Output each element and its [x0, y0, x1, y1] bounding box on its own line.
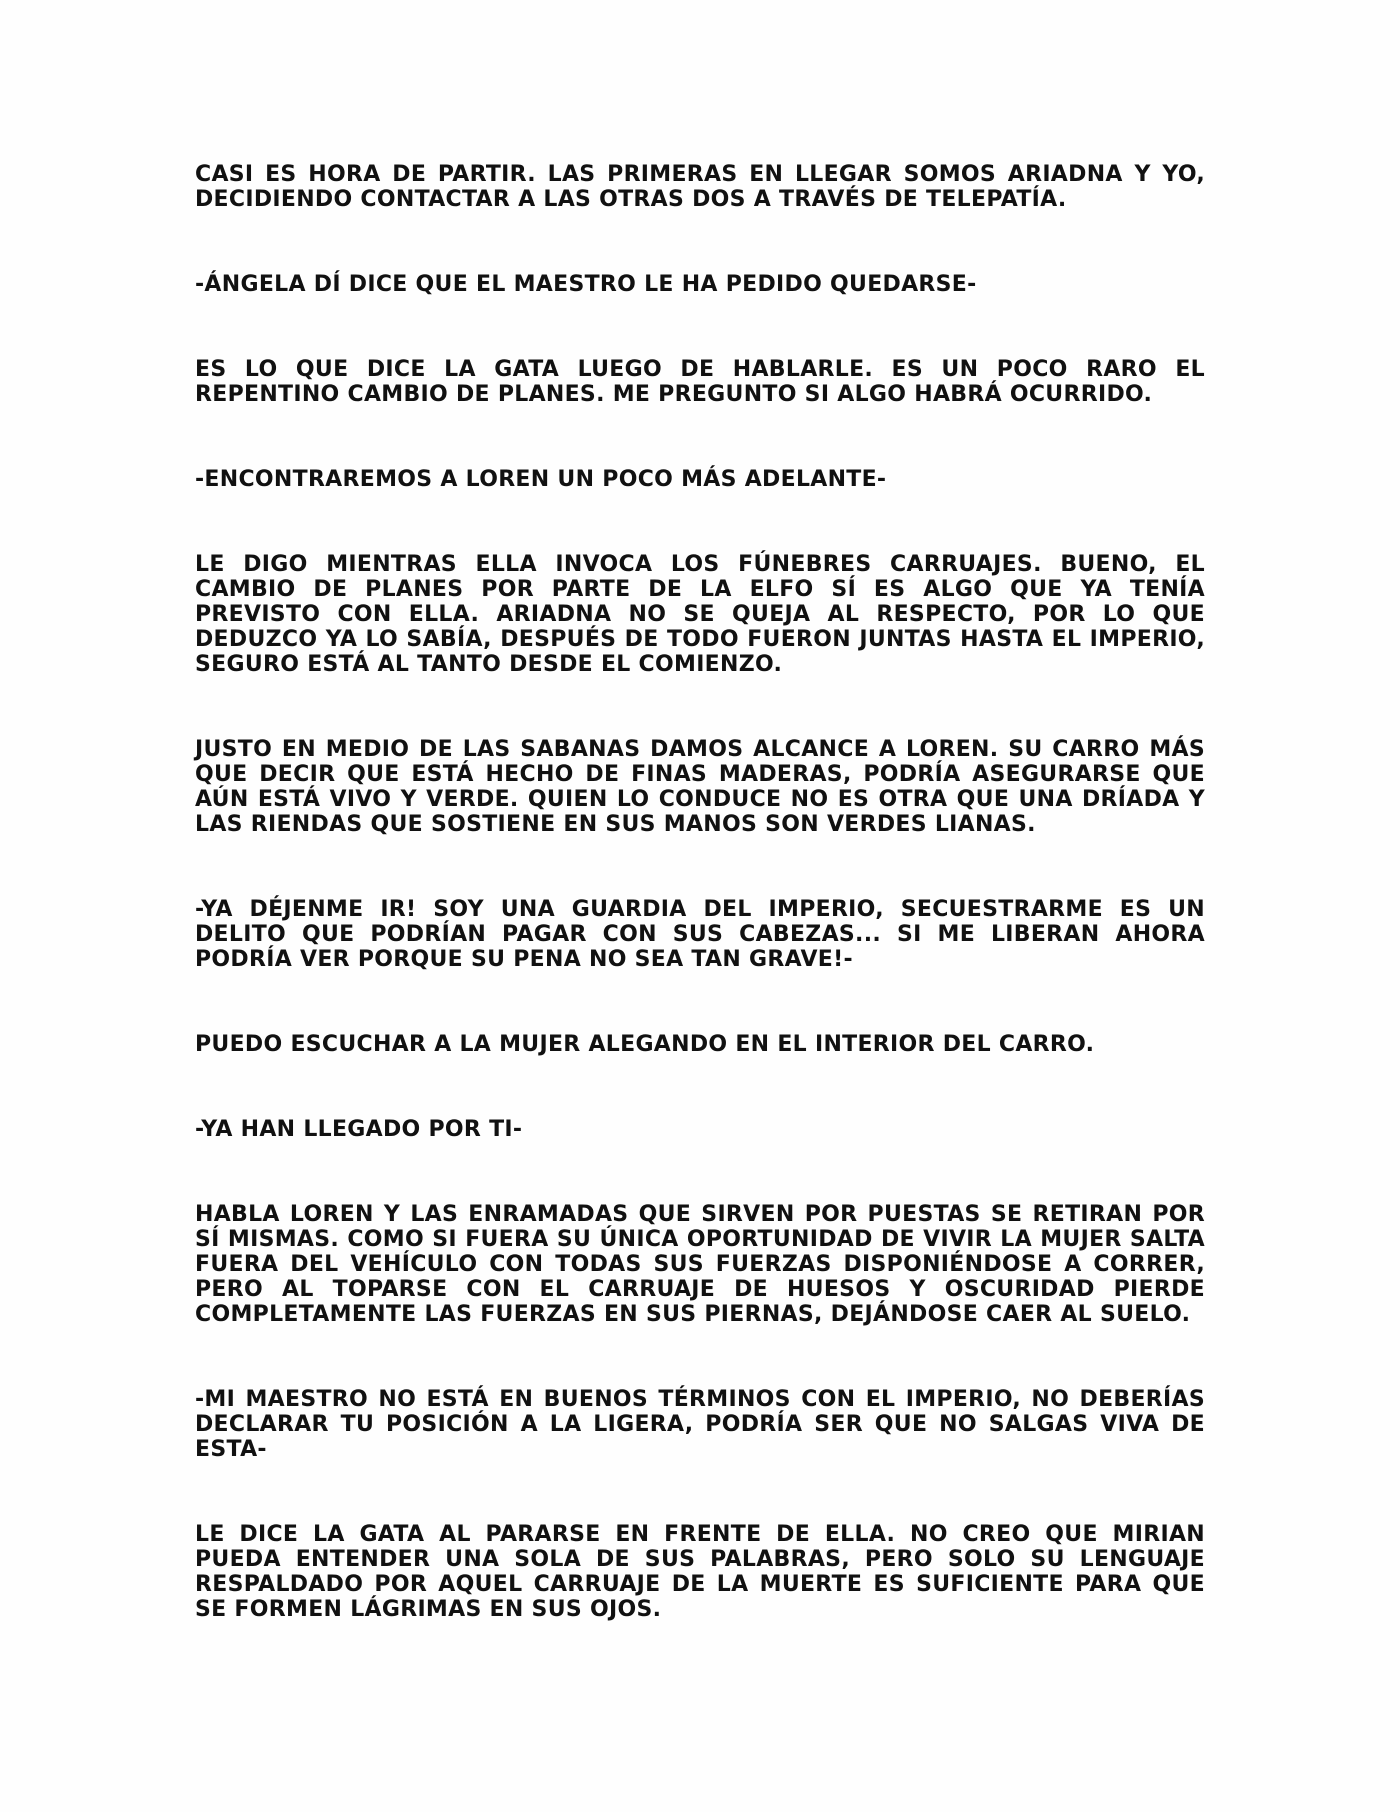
paragraph-dialogue: -ÁNGELA DÍ DICE QUE EL MAESTRO LE HA PEDIDO QUEDARSE- — [195, 272, 977, 297]
paragraph-dialogue: -ENCONTRAREMOS A LOREN UN POCO MÁS ADELANTE- — [195, 467, 887, 492]
paragraph-narration: JUSTO EN MEDIO DE LAS SABANAS DAMOS ALCANCE A LOREN. SU CARRO MÁS QUE DECIR QUE ESTÁ HECHO DE FINAS MADERAS, PODRÍA ASEGURARSE QUE AÚN ESTÁ VIVO Y VERDE. QUIEN LO CONDUCE NO ES OTRA QUE UNA DRÍADA Y LAS RIENDAS QUE SOSTIENE EN SUS MANOS SON VERDES LIANAS. — [195, 737, 1205, 837]
paragraph-narration: PUEDO ESCUCHAR A LA MUJER ALEGANDO EN EL INTERIOR DEL CARRO. — [195, 1032, 1095, 1057]
paragraph-narration: ES LO QUE DICE LA GATA LUEGO DE HABLARLE. ES UN POCO RARO EL REPENTINO CAMBIO DE PLANES. ME PREGUNTO SI ALGO HABRÁ OCURRIDO. — [195, 357, 1205, 407]
paragraph-dialogue: -YA DÉJENME IR! SOY UNA GUARDIA DEL IMPERIO, SECUESTRARME ES UN DELITO QUE PODRÍAN PAGAR CON SUS CABEZAS... SI ME LIBERAN AHORA PODRÍA VER PORQUE SU PENA NO SEA TAN GRAVE!- — [195, 897, 1205, 972]
text-column — [195, 162, 1205, 1622]
paragraph-narration: LE DICE LA GATA AL PARARSE EN FRENTE DE ELLA. NO CREO QUE MIRIAN PUEDA ENTENDER UNA SOLA DE SUS PALABRAS, PERO SOLO SU LENGUAJE RESPALDADO POR AQUEL CARRUAJE DE LA MUERTE ES SUFICIENTE PARA QUE SE FORMEN LÁGRIMAS EN SUS OJOS. — [195, 1522, 1205, 1622]
paragraph-narration: LE DIGO MIENTRAS ELLA INVOCA LOS FÚNEBRES CARRUAJES. BUENO, EL CAMBIO DE PLANES POR PARTE DE LA ELFO SÍ ES ALGO QUE YA TENÍA PREVISTO CON ELLA. ARIADNA NO SE QUEJA AL RESPECTO, POR LO QUE DEDUZCO YA LO SABÍA, DESPUÉS DE TODO FUERON JUNTAS HASTA EL IMPERIO, SEGURO ESTÁ AL TANTO DESDE EL COMIENZO. — [195, 552, 1205, 677]
paragraph-narration: CASI ES HORA DE PARTIR. LAS PRIMERAS EN LLEGAR SOMOS ARIADNA Y YO, DECIDIENDO CONTACTAR A LAS OTRAS DOS A TRAVÉS DE TELEPATÍA. — [195, 162, 1205, 212]
paragraph-dialogue: -YA HAN LLEGADO POR TI- — [195, 1117, 523, 1142]
paragraph-narration: HABLA LOREN Y LAS ENRAMADAS QUE SIRVEN POR PUESTAS SE RETIRAN POR SÍ MISMAS. COMO SI FUERA SU ÚNICA OPORTUNIDAD DE VIVIR LA MUJER SALTA FUERA DEL VEHÍCULO CON TODAS SUS FUERZAS DISPONIÉNDOSE A CORRER, PERO AL TOPARSE CON EL CARRUAJE DE HUESOS Y OSCURIDAD PIERDE COMPLETAMENTE LAS FUERZAS EN SUS PIERNAS, DEJÁNDOSE CAER AL SUELO. — [195, 1202, 1205, 1327]
paragraph-dialogue: -MI MAESTRO NO ESTÁ EN BUENOS TÉRMINOS CON EL IMPERIO, NO DEBERÍAS DECLARAR TU POSICIÓN A LA LIGERA, PODRÍA SER QUE NO SALGAS VIVA DE ESTA- — [195, 1387, 1205, 1462]
